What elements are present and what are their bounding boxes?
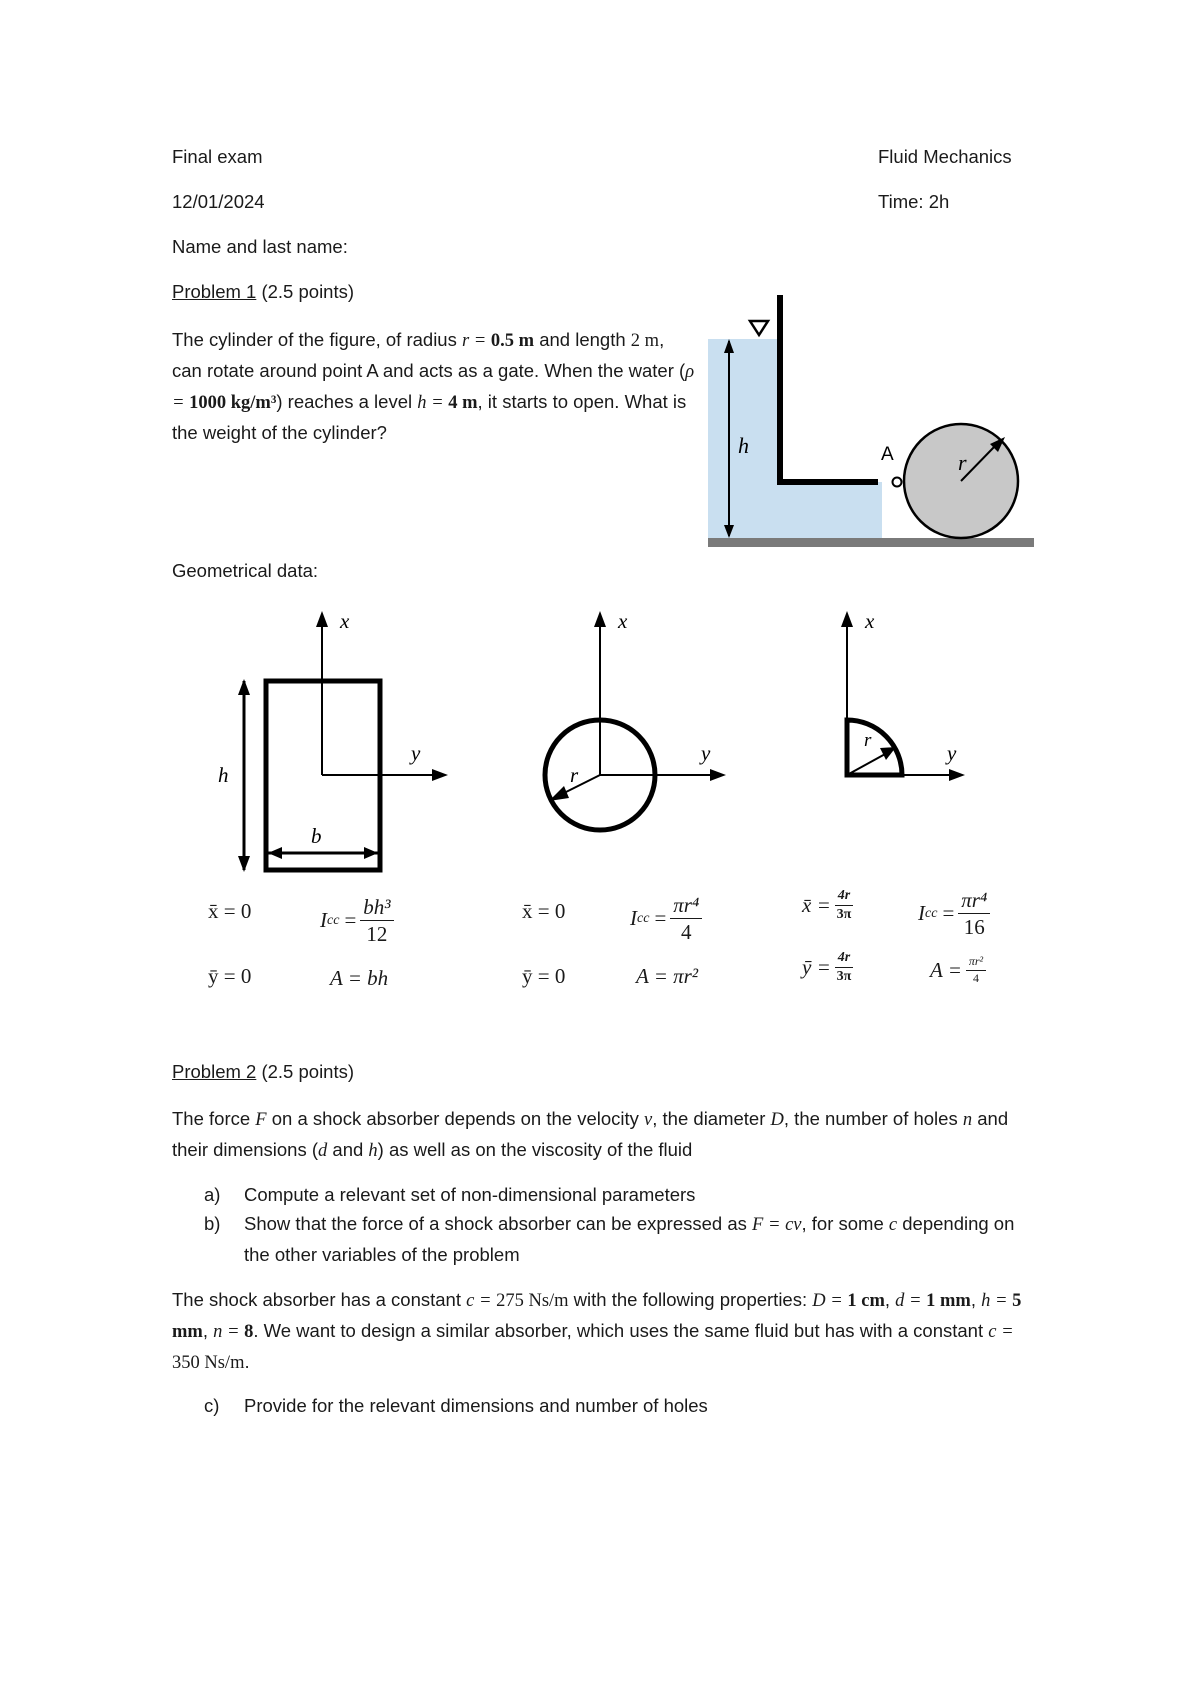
rect-xbar: x̄ = 0 [208,899,252,923]
rectangle-section-diagram [210,605,450,880]
y-axis-label: y [701,741,711,765]
y-axis-arrow [949,769,965,781]
y-axis-label: y [947,741,957,765]
b-arrow-right [364,847,378,859]
item-c: c) Provide for the relevant dimensions and number of holes [204,1395,708,1416]
problem2-heading [172,1061,354,1083]
y-axis-arrow [432,769,448,781]
problem1-title: Problem 1 [172,281,257,302]
h-arrow-bottom [238,856,250,872]
course-title: Fluid Mechanics [878,146,1012,167]
hinge-a [893,478,902,487]
quarter-xbar: x̄ = $\frac{4r}{3\pi}$ [802,888,852,923]
quarter-area: A = $\frac{\text{πr²}}{4}$ [930,955,990,986]
geometry-heading: Geometrical data: [172,560,319,581]
circle-area: A = πr² [636,964,699,988]
b-label: b [311,824,322,848]
radius-line [847,753,887,775]
x-axis-label: x [340,609,350,633]
circle-icc: I cc = $\frac{\text{πr⁴}}{4}$ [630,893,706,944]
rect-ybar: ȳ = 0 [208,964,252,988]
rect-icc: I cc = $\frac{\text{bh³}}{12}$ [320,895,398,946]
problem2-intro: The force F on a shock absorber depends on the velocity v, the diameter D, the number of holes n and their dimensions (d and h) as well as on the viscosity of the fluid [172,1108,1009,1161]
problem2-items-ab [172,1180,1040,1269]
y-axis-label: y [411,741,421,765]
water-region [708,339,882,538]
quarter-circle-section-diagram [775,605,975,805]
problem2-items-c [172,1391,1040,1420]
quarter-ybar: ȳ = $\frac{4r}{3\pi}$ [802,950,852,985]
h-arrow-top [238,679,250,695]
problem1-statement: The cylinder of the figure, of radius r = 0.5 m and length 2 m, can rotate around point A and acts as a gate. When the water (ρ = 1000 kg/m³) reaches a level h = 4 m, it starts to open. What is the weight of the cylinder? [172,329,695,443]
radius-arrow [880,747,896,760]
b-arrow-left [268,847,282,859]
item-b: b) Show that the force of a shock absorber can be expressed as F = cv, for some c depending on the other variables of the problem [204,1213,1015,1265]
circle-section-diagram [520,605,740,835]
water-level-icon [750,321,768,335]
item-a: a) Compute a relevant set of non-dimensional parameters [204,1184,696,1205]
circle-ybar: ȳ = 0 [522,964,566,988]
problem1-points: (2.5 points) [261,281,355,302]
y-axis-arrow [710,769,726,781]
h-label: h [738,433,749,458]
x-axis-arrow [316,611,328,627]
x-axis-label: x [865,609,875,633]
exam-date: 12/01/2024 [172,191,265,212]
problem2-data: The shock absorber has a constant c = 275 Ns/m with the following properties: D = 1 cm, d = 1 mm, h = 5 mm, n = 8. We want to design a similar absorber, which uses the same fluid but has with a constant c = 350 Ns/m. [172,1289,1022,1373]
exam-duration: Time: 2h [878,191,950,212]
circle-xbar: x̄ = 0 [522,899,566,923]
problem1-heading [172,281,354,303]
radius-label: r [958,450,967,475]
h-label: h [218,763,229,787]
rect-area: A = bh [330,966,389,990]
exam-title: Final exam [172,146,263,167]
quarter-icc: I cc = $\frac{\text{πr⁴}}{16}$ [918,888,994,939]
x-axis-arrow [841,611,853,627]
problem2-title: Problem 2 [172,1061,257,1082]
problem2-points: (2.5 points) [261,1061,355,1082]
hinge-label: A [881,444,894,465]
x-axis-label: x [618,609,628,633]
radius-arrow [549,786,569,801]
gate-cylinder-figure [700,285,1045,555]
radius-label: r [864,730,872,751]
ground [708,538,1034,547]
name-field-label: Name and last name: [172,236,348,257]
radius-label: r [570,763,579,787]
x-axis-arrow [594,611,606,627]
